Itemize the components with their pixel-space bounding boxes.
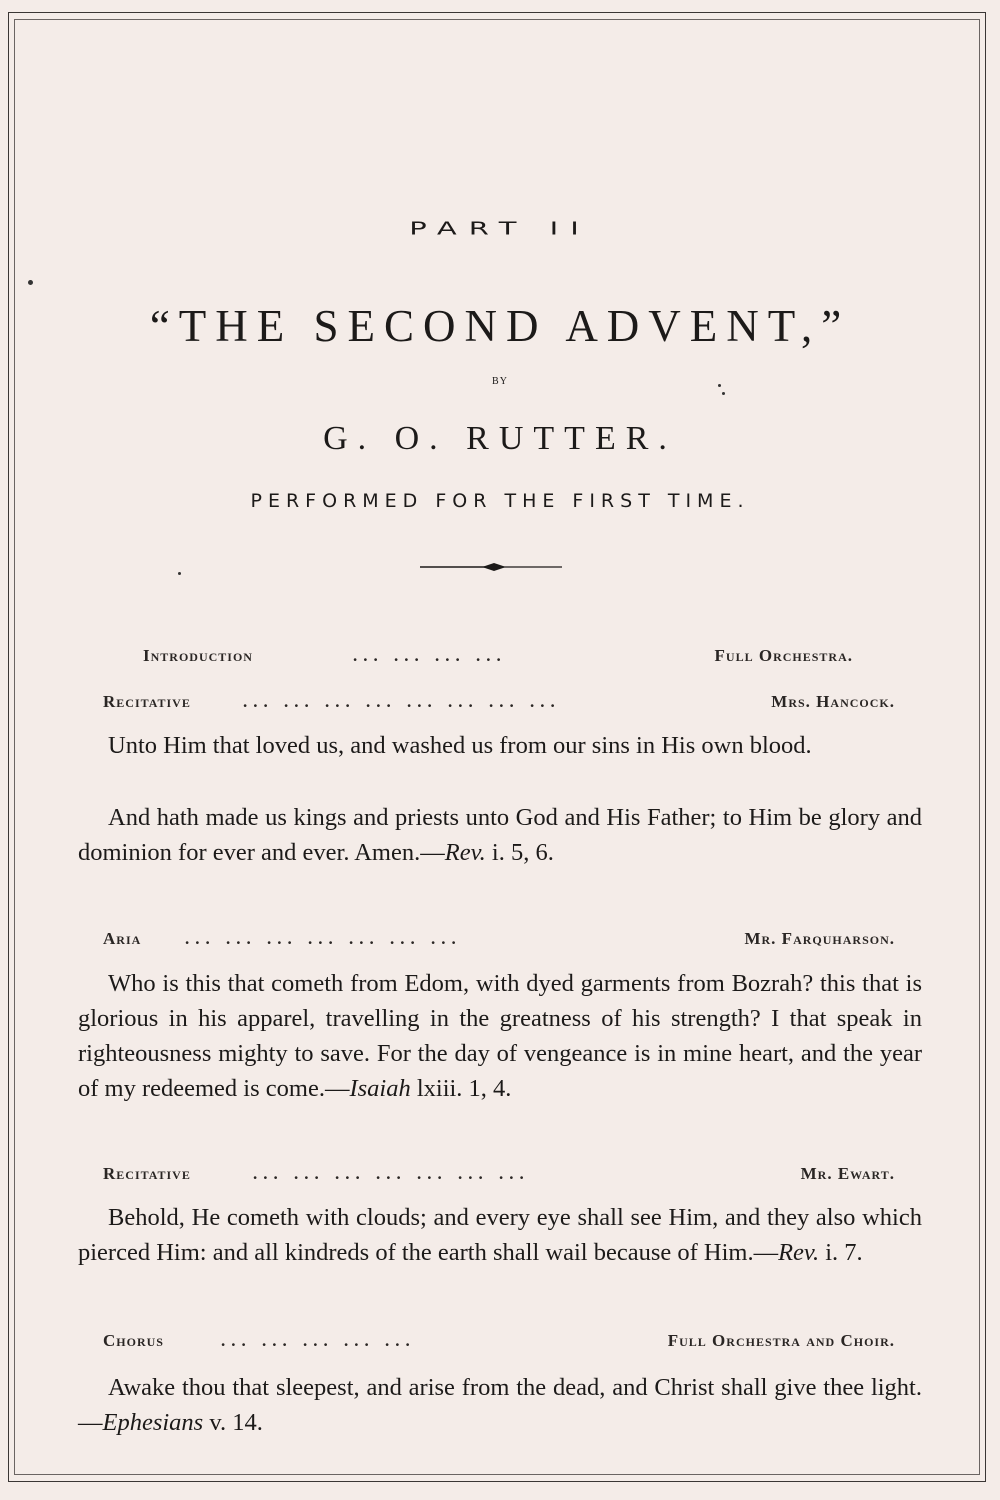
verse-text: And hath made us kings and priests unto God and His Father; to Him be glory and dominion for ever and ever. Amen.— xyxy=(78,804,922,866)
text-paragraph xyxy=(78,800,922,870)
performer-name: Mr. Ewart. xyxy=(800,1164,895,1183)
performer-name: Full Orchestra and Choir. xyxy=(667,1331,895,1350)
section-heading-introduction xyxy=(143,646,853,670)
ornament-divider xyxy=(420,560,570,574)
verse-text: Unto Him that loved us, and washed us from our sins in His own blood. xyxy=(108,732,812,759)
text-paragraph xyxy=(78,1200,922,1270)
verse-text: Behold, He cometh with clouds; and every eye shall see Him, and they also which pierced Him: and all kindreds of the earth shall wail because of Him.— xyxy=(78,1204,922,1266)
section-heading-aria xyxy=(103,929,895,953)
scripture-citation: Rev. xyxy=(444,839,486,866)
section-heading-recitative-1 xyxy=(103,692,895,716)
section-heading-chorus xyxy=(103,1331,895,1355)
section-title: Chorus xyxy=(103,1331,164,1350)
scripture-citation: Ephesians xyxy=(102,1409,204,1436)
composer-name: G. O. RUTTER. xyxy=(323,420,677,457)
text-paragraph xyxy=(78,966,922,1106)
citation-reference: v. 14. xyxy=(203,1409,263,1436)
scripture-citation: Isaiah xyxy=(349,1075,411,1102)
citation-reference: lxiii. 1, 4. xyxy=(410,1075,512,1102)
text-paragraph xyxy=(78,728,922,763)
leader-dots: ... ... ... ... ... ... ... xyxy=(185,929,462,948)
section-title: Aria xyxy=(103,929,142,948)
leader-dots: ... ... ... ... ... xyxy=(221,1331,416,1350)
performance-note: PERFORMED FOR THE FIRST TIME. xyxy=(250,490,750,512)
section-title: Introduction xyxy=(143,646,253,665)
citation-reference: i. 7. xyxy=(819,1239,863,1266)
work-title: “THE SECOND ADVENT,” xyxy=(149,301,851,351)
performer-name: Mrs. Hancock. xyxy=(771,692,895,711)
verse-text: Awake thou that sleepest, and arise from the dead, and Christ shall give thee light.— xyxy=(78,1374,922,1436)
ink-speck xyxy=(722,392,725,395)
by-line: BY xyxy=(492,376,508,387)
performer-name: Full Orchestra. xyxy=(714,646,853,665)
verse-text: Who is this that cometh from Edom, with dyed garments from Bozrah? this that is glorious in his apparel, travelling in the greatness of his strength? I that speak in righteousness mighty to save. For the day of vengeance is in mine heart, and the year of my redeemed is come.— xyxy=(78,970,922,1102)
text-paragraph xyxy=(78,1370,922,1440)
citation-reference: i. 5, 6. xyxy=(485,839,554,866)
section-heading-recitative-2 xyxy=(103,1164,895,1188)
leader-dots: ... ... ... ... ... ... ... ... xyxy=(243,692,561,711)
leader-dots: ... ... ... ... ... ... ... xyxy=(253,1164,530,1183)
performer-name: Mr. Farquharson. xyxy=(744,929,895,948)
part-heading: PART II xyxy=(409,218,591,240)
scripture-citation: Rev. xyxy=(778,1239,820,1266)
ink-speck xyxy=(28,280,33,285)
ink-speck xyxy=(178,572,181,575)
leader-dots: ... ... ... ... xyxy=(353,646,507,665)
section-title: Recitative xyxy=(103,1164,191,1183)
section-title: Recitative xyxy=(103,692,191,711)
